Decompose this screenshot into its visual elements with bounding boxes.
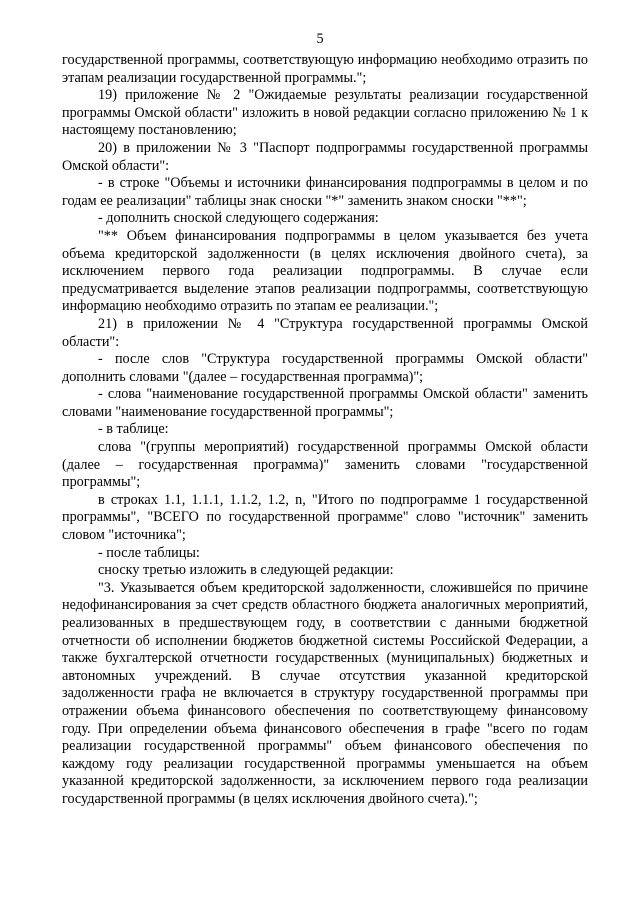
paragraph-4: - в строке "Объемы и источники финансирования подпрограммы в целом и по годам ее реализации" таблицы знак сноски "*" заменить знаком сноски "**"; [62,175,588,209]
paragraph-7: 21) в приложении № 4 "Структура государственной программы Омской области": [62,315,588,350]
paragraph-1: государственной программы, соответствующую информацию необходимо отразить по этапам реализации государственной программы."; [62,52,588,86]
page-number: 5 [316,31,324,47]
document-body [62,52,588,809]
paragraph-10: - в таблице: [98,421,169,438]
paragraph-15: "3. Указывается объем кредиторской задолженности, сложившейся по причине недофинансирования за счет средств областного бюджета аналогичных мероприятий, реализованных в предшествующем году, в соответствии с данными бюджетной отчетности об исполнении бюджетов бюджетной системы Российской Федерации, а также бухгалтерской отчетности государственных (муниципальных) бюджетных и автономных учреждений. В случае отсутствия указанной кредиторской задолженности графа не включается в структуру государственной программы при отражении объема финансового обеспечения по соответствующему финансовому году. При определении объема финансового обеспечения в графе "всего по годам реализации государственной программы" объем финансового обеспечения по каждому году реализации государственной программы уменьшается на объем указанной кредиторской задолженности, за исключением первого года реализации государственной программы (в целях исключения двойного счета)."; [62,579,588,807]
paragraph-3: 20) в приложении № 3 "Паспорт подпрограммы государственной программы Омской области": [62,139,588,174]
paragraph-9: - слова "наименование государственной программы Омской области" заменить словами "наименование государственной программы"; [62,386,588,420]
paragraph-2: 19) приложение № 2 "Ожидаемые результаты реализации государственной программы Омской области" изложить в новой редакции согласно приложению № 1 к настоящему постановлению; [62,87,588,139]
paragraph-6: "** Объем финансирования подпрограммы в целом указывается без учета объема кредиторской задолженности (в целях исключения двойного счета), за исключением первого года реализации подпрограммы. В случае если предусматривается выделение этапов реализации подпрограммы, соответствующую информацию необходимо отразить по этапам ее реализации."; [62,227,588,315]
paragraph-13: - после таблицы: [98,544,200,561]
paragraph-12: в строках 1.1, 1.1.1, 1.1.2, 1.2, n, "Итого по подпрограмме 1 государственной программы", "ВСЕГО по государственной программе" слово "источник" заменить словом "источника"; [62,491,588,544]
paragraph-5: - дополнить сноской следующего содержания: [98,210,379,227]
paragraph-14: сноску третью изложить в следующей редакции: [98,562,394,579]
paragraph-11: слова "(группы мероприятий) государственной программы Омской области (далее – государственная программа)" заменить словами "государственной программы"; [62,439,588,491]
paragraph-8: - после слов "Структура государственной программы Омской области" дополнить словами "(далее – государственная программа)"; [62,351,588,385]
